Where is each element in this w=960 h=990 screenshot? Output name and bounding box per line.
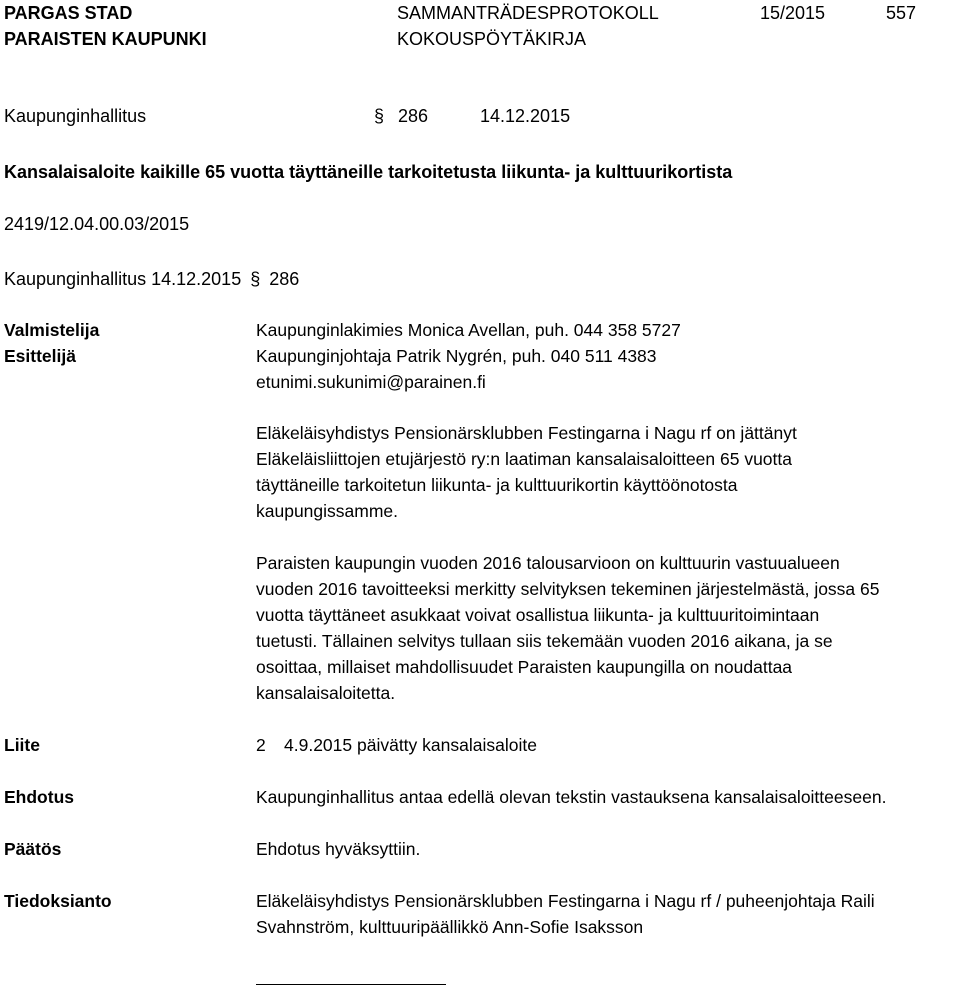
paragraph-line: Eläkeläisliittojen etujärjestö ry:n laatiman kansalaisaloitteen 65 vuotta bbox=[256, 449, 792, 469]
paragraph-line: Paraisten kaupungin vuoden 2016 talousarvioon on kulttuurin vastuualueen bbox=[256, 553, 840, 573]
distribution-line: Svahnström, kulttuuripäällikkö Ann-Sofie Isaksson bbox=[256, 917, 644, 937]
paragraph-line: vuotta täyttäneet asukkaat voivat osallistua liikunta- ja kulttuuritoimintaan bbox=[256, 605, 820, 625]
distribution-label: Tiedoksianto bbox=[4, 891, 112, 911]
attachment-label: Liite bbox=[4, 735, 40, 755]
preparer-value: Kaupunginlakimies Monica Avellan, puh. 044 358 5727 bbox=[256, 320, 681, 340]
paragraph-line: osoittaa, millaiset mahdollisuudet Paraisten kaupungilla on noudattaa bbox=[256, 657, 793, 677]
paragraph-line: täyttäneille tarkoitetun liikunta- ja kulttuurikortin käyttöönotosta bbox=[256, 475, 738, 495]
section-number: 286 bbox=[398, 106, 429, 126]
history-line bbox=[4, 266, 299, 292]
paragraph-1 bbox=[256, 420, 956, 524]
history-section-number: 286 bbox=[269, 269, 300, 289]
agenda-title: Kansalaisaloite kaikille 65 vuotta täyttäneille tarkoitetusta liikunta- ja kulttuurikortista bbox=[4, 162, 733, 182]
paragraph-line: tuetusti. Tällainen selvitys tullaan siis tekemään vuoden 2016 aikana, ja se bbox=[256, 631, 833, 651]
paragraph-2 bbox=[256, 550, 956, 706]
signature-line bbox=[256, 984, 446, 985]
meeting-body: Kaupunginhallitus bbox=[4, 106, 147, 126]
presenter-value: Kaupunginjohtaja Patrik Nygrén, puh. 040 511 4383 bbox=[256, 346, 657, 366]
paragraph-line: vuoden 2016 tavoitteeksi merkitty selvityksen tekeminen järjestelmästä, jossa 65 bbox=[256, 579, 880, 599]
distribution-line: Eläkeläisyhdistys Pensionärsklubben Festingarna i Nagu rf / puheenjohtaja Raili bbox=[256, 891, 875, 911]
paragraph-line: kansalaisaloitetta. bbox=[256, 683, 396, 703]
decision-label: Päätös bbox=[4, 839, 62, 859]
meeting-date: 14.12.2015 bbox=[480, 106, 571, 126]
presenter-label: Esittelijä bbox=[4, 346, 76, 366]
issue-number: 15/2015 bbox=[760, 3, 826, 23]
attachment-number: 2 bbox=[256, 735, 266, 755]
attachment-text: 4.9.2015 päivätty kansalaisaloite bbox=[284, 735, 537, 755]
history-section-sign: § bbox=[250, 269, 261, 289]
history-text: Kaupunginhallitus 14.12.2015 bbox=[4, 269, 242, 289]
paragraph-line: kaupungissamme. bbox=[256, 501, 399, 521]
paragraph-line: Eläkeläisyhdistys Pensionärsklubben Festingarna i Nagu rf on jättänyt bbox=[256, 423, 797, 443]
section-sign: § bbox=[374, 106, 385, 126]
page-number: 557 bbox=[886, 3, 917, 23]
distribution-text bbox=[256, 888, 956, 940]
reference-number: 2419/12.04.00.03/2015 bbox=[4, 214, 190, 234]
proposal-label: Ehdotus bbox=[4, 787, 74, 807]
preparer-label: Valmistelija bbox=[4, 320, 100, 340]
document-type: SAMMANTRÄDESPROTOKOLL bbox=[397, 3, 659, 23]
document-type-fi: KOKOUSPÖYTÄKIRJA bbox=[397, 29, 587, 49]
org-name-fi: PARAISTEN KAUPUNKI bbox=[4, 29, 207, 49]
org-name-sv: PARGAS STAD bbox=[4, 3, 133, 23]
decision-text: Ehdotus hyväksyttiin. bbox=[256, 839, 421, 859]
presenter-email: etunimi.sukunimi@parainen.fi bbox=[256, 372, 486, 392]
proposal-text: Kaupunginhallitus antaa edellä olevan tekstin vastauksena kansalaisaloitteeseen. bbox=[256, 787, 887, 807]
